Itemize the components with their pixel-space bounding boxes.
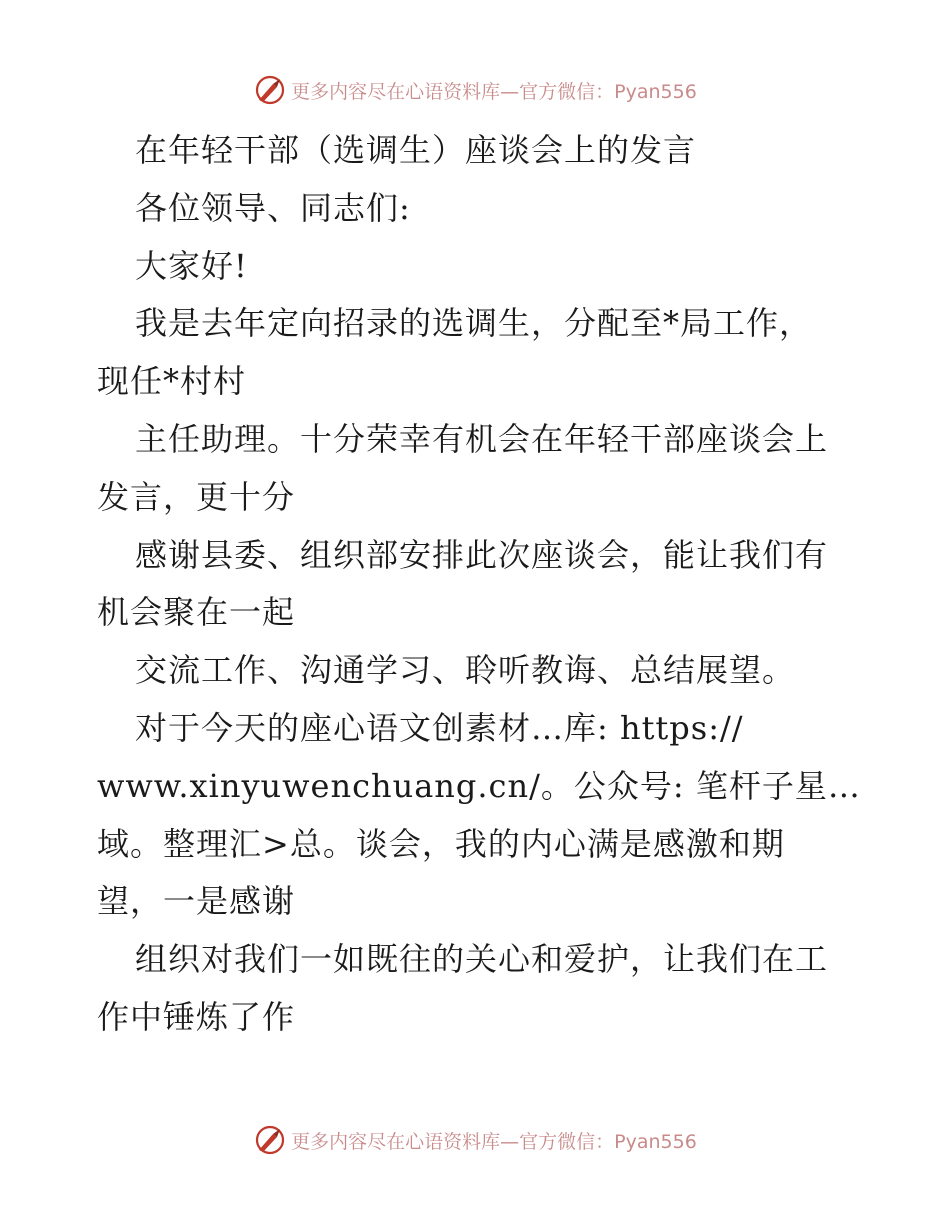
header-banner [0, 70, 950, 110]
pen-nib-logo-icon [253, 1123, 287, 1157]
text-line: 主任助理。十分荣幸有机会在年轻干部座谈会上 [135, 419, 829, 458]
pen-nib-logo-icon [253, 73, 287, 107]
text-line: 域。整理汇>总。谈会，我的内心满是感激和期 [97, 824, 785, 863]
text-line: 在年轻干部（选调生）座谈会上的发言 [135, 131, 697, 169]
text-line: 我是去年定向招录的选调生，分配至*局工作， [135, 304, 813, 343]
header-banner-text: 更多内容尽在心语资料库—官方微信：Pyan556 [291, 80, 697, 103]
text-line: 交流工作、沟通学习、聆听教诲、总结展望。 [135, 651, 796, 690]
document-body [97, 122, 861, 1047]
text-line: www.xinyuwenchuang.cn/。公众号: 笔杆子星… [97, 766, 861, 805]
footer-banner-text: 更多内容尽在心语资料库—官方微信：Pyan556 [291, 1130, 697, 1153]
footer-banner [0, 1120, 950, 1160]
text-line: 作中锤炼了作 [97, 997, 296, 1036]
text-line: 大家好! [135, 246, 248, 285]
text-line: 发言，更十分 [97, 477, 296, 516]
text-line: 机会聚在一起 [97, 593, 296, 632]
text-line: 望，一是感谢 [97, 882, 296, 921]
text-line: 感谢县委、组织部安排此次座谈会，能让我们有 [135, 535, 829, 574]
text-line: 组织对我们一如既往的关心和爱护，让我们在工 [135, 940, 829, 979]
text-line: 现任*村村 [97, 362, 247, 401]
text-line: 对于今天的座心语文创素材…库: https:// [135, 708, 744, 747]
text-line: 各位领导、同志们: [135, 188, 411, 227]
